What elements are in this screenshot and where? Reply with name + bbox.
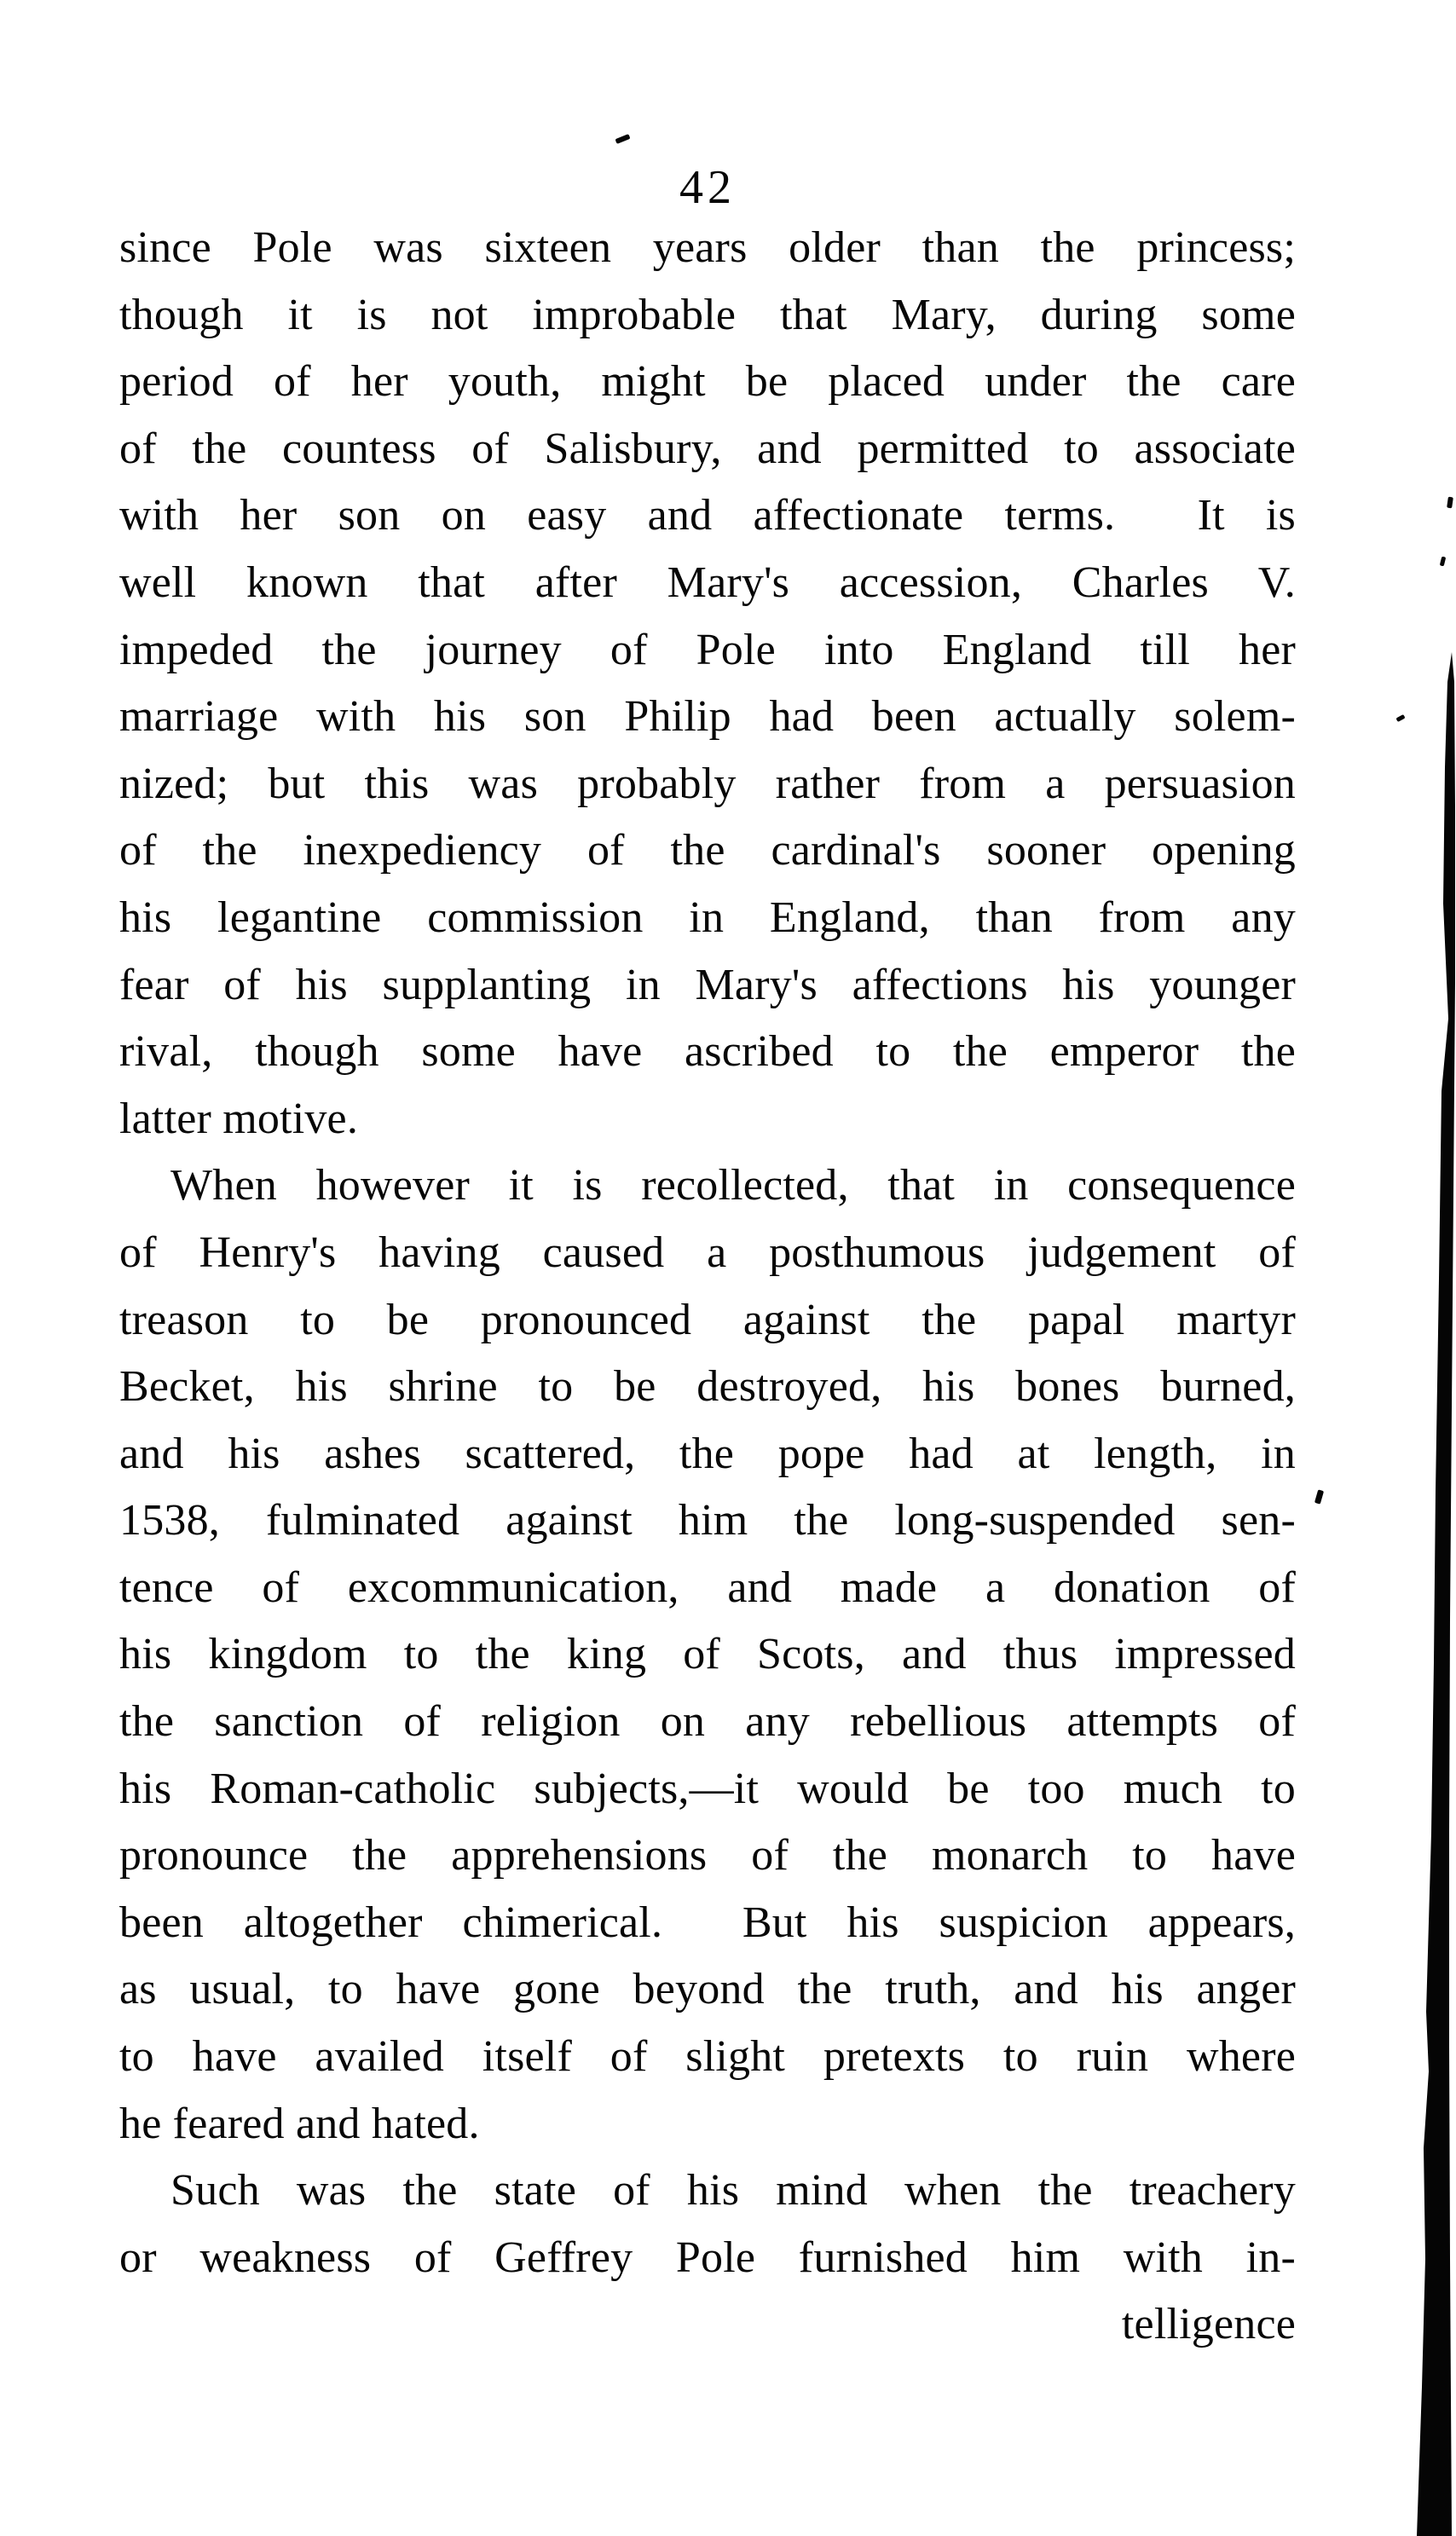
ink-speck bbox=[1314, 1489, 1324, 1504]
text-line: been altogether chimerical. But his suspicion appears, bbox=[119, 1898, 1296, 1947]
text-line: as usual, to have gone beyond the truth, and his anger bbox=[119, 1965, 1296, 2014]
text-line: treason to be pronounced against the papal martyr bbox=[119, 1295, 1296, 1344]
text-line: since Pole was sixteen years older than the princess; bbox=[119, 223, 1296, 272]
text-line: though it is not improbable that Mary, during some bbox=[119, 290, 1296, 339]
text-column bbox=[119, 215, 1296, 2359]
text-line: Becket, his shrine to be destroyed, his bones burned, bbox=[119, 1362, 1296, 1412]
paragraph-end-line: latter motive. bbox=[119, 1094, 359, 1143]
catchword: telligence bbox=[1121, 2300, 1296, 2349]
text-line: and his ashes scattered, the pope had at length, in bbox=[119, 1429, 1296, 1478]
ink-speck bbox=[1395, 714, 1405, 722]
text-line: well known that after Mary's accession, Charles V. bbox=[119, 557, 1296, 607]
text-line: of the inexpediency of the cardinal's sooner opening bbox=[119, 826, 1296, 875]
text-line: with her son on easy and affectionate terms. It is bbox=[119, 491, 1296, 540]
paragraph-end-line: he feared and hated. bbox=[119, 2099, 480, 2148]
ink-speck bbox=[1447, 497, 1453, 509]
text-line: of Henry's having caused a posthumous judgement of bbox=[119, 1228, 1296, 1277]
text-line: his Roman-catholic subjects,—it would be too much to bbox=[119, 1764, 1296, 1813]
text-line: the sanction of religion on any rebellious attempts of bbox=[119, 1697, 1296, 1747]
text-line: fear of his supplanting in Mary's affections his younger bbox=[119, 960, 1296, 1009]
paragraph-start-line: When however it is recollected, that in consequence bbox=[170, 1161, 1296, 1210]
text-line: his legantine commission in England, than from any bbox=[119, 893, 1296, 942]
page-number: 42 bbox=[679, 161, 736, 214]
text-line: tence of excommunication, and made a donation of bbox=[119, 1563, 1296, 1612]
ink-speck bbox=[615, 134, 630, 144]
text-line: his kingdom to the king of Scots, and thus impressed bbox=[119, 1630, 1296, 1679]
text-line: period of her youth, might be placed under the care bbox=[119, 357, 1296, 407]
text-line: nized; but this was probably rather from a persuasion bbox=[119, 759, 1296, 808]
text-line: to have availed itself of slight pretexts to ruin where bbox=[119, 2032, 1296, 2082]
text-line: 1538, fulminated against him the long-suspended sen- bbox=[119, 1496, 1296, 1545]
paragraph-start-line: Such was the state of his mind when the treachery bbox=[170, 2166, 1296, 2215]
text-line: impeded the journey of Pole into England till her bbox=[119, 625, 1296, 674]
text-line: or weakness of Geffrey Pole furnished him with in- bbox=[119, 2233, 1296, 2282]
text-line: of the countess of Salisbury, and permitted to associate bbox=[119, 424, 1296, 473]
text-line: pronounce the apprehensions of the monarch to have bbox=[119, 1831, 1296, 1880]
text-line: marriage with his son Philip had been actually solem- bbox=[119, 692, 1296, 742]
text-line: rival, though some have ascribed to the emperor the bbox=[119, 1027, 1296, 1077]
ink-speck bbox=[1440, 557, 1447, 567]
